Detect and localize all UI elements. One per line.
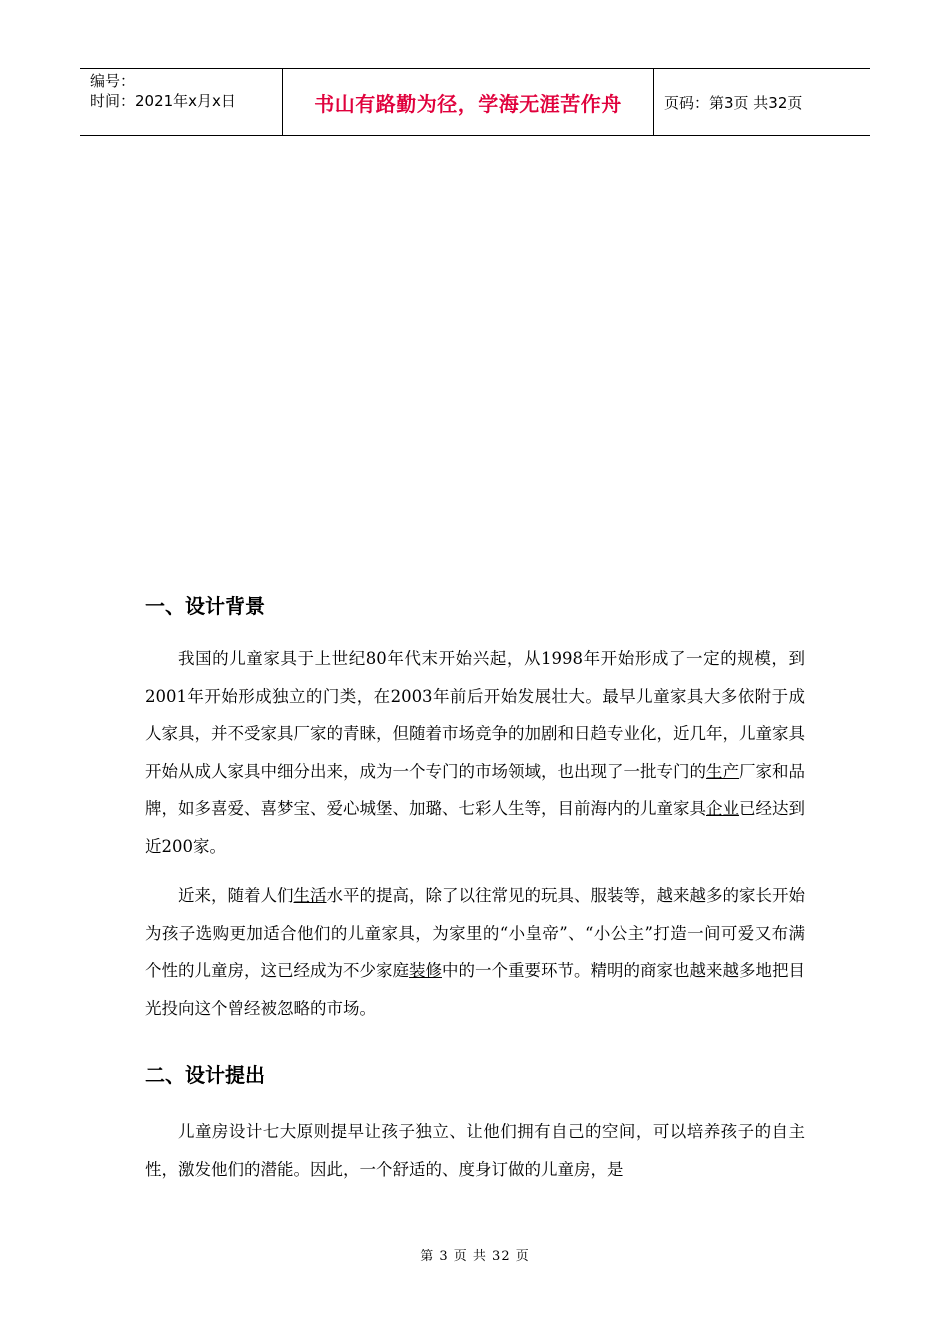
number-label: 编号： [90,72,136,90]
text-run: 已经达到近200家。 [145,799,805,856]
header-motto-cell [282,69,654,135]
time-label: 时间：2021年x月x日 [90,92,236,110]
page-footer: 第 3 页 共 32 页 [420,1249,530,1264]
link-life[interactable]: 生活 [293,886,327,905]
text-run: 水平的提高，除了以往常见的玩具、服装等，越来越多的家长开始为孩子选购更加适合他们的儿童家具，为家里的“小皇帝”、“小公主”打造一间可爱又布满个性的儿童房，这已经成为不少家庭 [145,886,805,980]
link-decoration[interactable]: 装修 [409,961,442,980]
text-run: 厂家和品牌，如多喜爱、喜梦宝、爱心城堡、加璐、七彩人生等，目前海内的儿童家具 [145,761,805,818]
text-run: 近来，随着人们 [178,886,294,905]
page-header [80,68,870,136]
section-heading-proposal: 二、设计提出 [145,1063,265,1087]
text-run: 我国的儿童家具于上世纪80年代末开始兴起，从1998年开始形成了一定的规模，到2001年开始形成独立的门类，在2003年前后开始发展壮大。最早儿童家具大多依附于成人家具，并不受家具厂家的青睐，但随着市场竞争的加剧和日趋专业化，近几年，儿童家具开始从成人家具中细分出来，成为一个专门的市场领域，也出现了一批专门的 [145,649,805,781]
paragraph-background-2 [145,877,805,1027]
page-info: 页码：第3页 共32页 [664,93,803,112]
document-body [145,586,805,1188]
header-meta [80,69,282,135]
section-heading-background: 一、设计背景 [145,594,265,618]
text-run: 中的一个重要环节。精明的商家也越来越多地把目光投向这个曾经被忽略的市场。 [145,961,805,1018]
link-enterprise[interactable]: 企业 [706,799,739,818]
paragraph-proposal-1: 儿童房设计七大原则提早让孩子独立、让他们拥有自己的空间，可以培养孩子的自主性，激发他们的潜能。因此，一个舒适的、度身订做的儿童房，是 [145,1122,805,1179]
link-production[interactable]: 生产 [706,761,739,781]
header-page-info [654,69,870,135]
motto: 书山有路勤为径，学海无涯苦作舟 [314,91,622,116]
paragraph-background-1 [145,640,805,865]
